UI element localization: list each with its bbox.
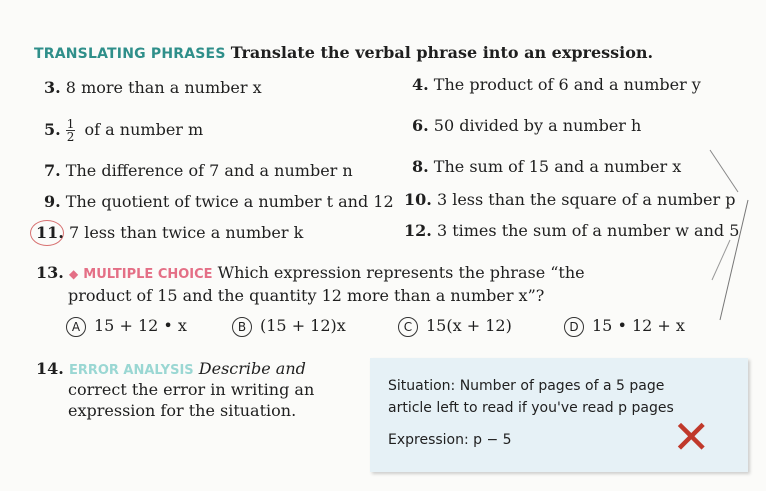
problem-14: 14. ERROR ANALYSIS Describe and	[36, 359, 306, 378]
choice-d[interactable]: D 15 • 12 + x	[564, 316, 685, 337]
problem-5: 5. $\frac{1}{2}$ of a number m	[44, 117, 204, 144]
problem-6: 6. 50 divided by a number h	[412, 116, 642, 135]
situation-card	[370, 358, 748, 472]
choice-c-bubble[interactable]: C	[398, 317, 418, 337]
situation-line2: article left to read if you've read p pages	[388, 400, 674, 416]
margin-pencil-marks	[690, 140, 760, 340]
fraction-one-half: $\frac{1}{2}$	[66, 117, 75, 144]
error-analysis-label: ERROR ANALYSIS	[68, 363, 194, 378]
section-header	[34, 43, 653, 64]
problem-14-line3: expression for the situation.	[68, 401, 297, 420]
expression-line: Expression: p − 5	[388, 432, 512, 448]
problem-13: 13. ◆ MULTIPLE CHOICE Which expression represents the phrase “the	[36, 263, 585, 282]
problem-9: 9. The quotient of twice a number t and 12	[44, 192, 394, 211]
choice-a[interactable]: A 15 + 12 • x	[66, 316, 187, 337]
situation-line1: Situation: Number of pages of a 5 page	[388, 378, 665, 394]
choice-a-bubble[interactable]: A	[66, 317, 86, 337]
section-label: TRANSLATING PHRASES	[34, 46, 226, 62]
problem-11: 11. 7 less than twice a number k	[36, 223, 304, 242]
choice-b[interactable]: B (15 + 12)x	[232, 316, 346, 337]
choice-d-bubble[interactable]: D	[564, 317, 584, 337]
choice-b-bubble[interactable]: B	[232, 317, 252, 337]
section-instruction: Translate the verbal phrase into an expression.	[230, 43, 654, 62]
problem-3: 3. 8 more than a number x	[44, 78, 262, 97]
problem-8: 8. The sum of 15 and a number x	[412, 157, 682, 176]
choice-c[interactable]: C 15(x + 12)	[398, 316, 512, 337]
problem-12: 12. 3 times the sum of a number w and 5	[404, 221, 740, 240]
problem-7: 7. The difference of 7 and a number n	[44, 161, 353, 180]
problem-14-line2: correct the error in writing an	[68, 380, 315, 399]
problem-13-line2: product of 15 and the quantity 12 more than a number x”?	[68, 286, 545, 305]
problem-4: 4. The product of 6 and a number y	[412, 75, 701, 94]
problem-10: 10. 3 less than the square of a number p	[404, 190, 736, 209]
multiple-choice-label: MULTIPLE CHOICE	[83, 267, 213, 282]
diamond-icon: ◆	[68, 267, 79, 281]
error-x-mark-icon: ✕	[672, 410, 711, 464]
